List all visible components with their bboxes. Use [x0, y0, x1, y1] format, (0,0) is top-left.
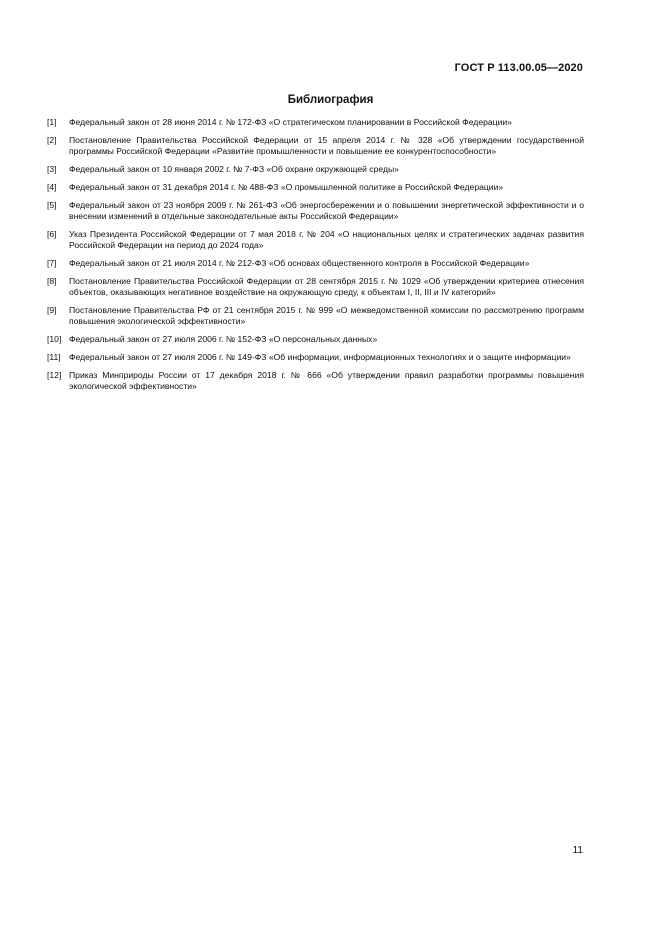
page-title: Библиография [287, 94, 374, 106]
bibliography-entry [47, 276, 584, 298]
page-number: 11 [572, 845, 583, 856]
entry-number: [7] [47, 258, 57, 268]
entry-text: Постановление Правительства Российской Федерации от 28 сентября 2015 г. № 1029 «Об утверждении критериев отнесения объектов, оказывающих негативное воздействие на окружающую среду, к объектам I, II, III и IV категорий» [69, 276, 584, 297]
bibliography-entry [47, 182, 584, 193]
entry-number: [5] [47, 200, 57, 210]
standard-code: ГОСТ Р 113.00.05—2020 [454, 62, 583, 74]
entry-text: Федеральный закон от 27 июля 2006 г. № 149-ФЗ «Об информации, информационных технологиях и о защите информации» [69, 352, 571, 362]
entry-text: Постановление Правительства РФ от 21 сентября 2015 г. № 999 «О межведомственной комиссии по рассмотрению программ повышения экологической эффективности» [69, 305, 584, 326]
bibliography-entry [47, 135, 584, 157]
entry-number: [12] [47, 370, 62, 380]
entry-number: [6] [47, 229, 57, 239]
bibliography-entry [47, 200, 584, 222]
bibliography-entry [47, 334, 584, 345]
bibliography-entry [47, 352, 584, 363]
bibliography-entry [47, 117, 584, 128]
bibliography-entry [47, 229, 584, 251]
entry-text: Федеральный закон от 28 июня 2014 г. № 172-ФЗ «О стратегическом планировании в Российской Федерации» [69, 117, 512, 127]
entry-number: [3] [47, 164, 57, 174]
bibliography-entry [47, 305, 584, 327]
entry-text: Федеральный закон от 23 ноября 2009 г. № 261-ФЗ «Об энергосбережении и о повышении энергетической эффективности и о внесении изменений в отдельные законодательные акты Российской Федерации» [69, 200, 584, 221]
bibliography-entry [47, 164, 584, 175]
entry-number: [8] [47, 276, 57, 286]
entry-text: Федеральный закон от 27 июля 2006 г. № 152-ФЗ «О персональных данных» [69, 334, 378, 344]
entry-number: [4] [47, 182, 57, 192]
entry-text: Приказ Минприроды России от 17 декабря 2018 г. № 666 «Об утверждении правил разработки программы повышения экологической эффективности» [69, 370, 584, 391]
entry-number: [11] [47, 352, 61, 362]
entry-text: Федеральный закон от 10 января 2002 г. № 7-ФЗ «Об охране окружающей среды» [69, 164, 399, 174]
bibliography-entry [47, 258, 584, 269]
entry-text: Федеральный закон от 31 декабря 2014 г. № 488-ФЗ «О промышленной политике в Российской Федерации» [69, 182, 504, 192]
entry-number: [2] [47, 135, 57, 145]
entry-number: [10] [47, 334, 62, 344]
entry-number: [9] [47, 305, 57, 315]
entry-text: Постановление Правительства Российской Федерации от 15 апреля 2014 г. № 328 «Об утверждении государственной программы Российской Федерации «Развитие промышленности и повышение ее конкурентоспособности» [69, 135, 584, 156]
entry-text: Федеральный закон от 21 июля 2014 г. № 212-ФЗ «Об основах общественного контроля в Российской Федерации» [69, 258, 530, 268]
entry-text: Указ Президента Российской Федерации от 7 мая 2018 г. № 204 «О национальных целях и стратегических задачах развития Российской Федерации на период до 2024 года» [69, 229, 584, 250]
bibliography-entry [47, 370, 584, 392]
entry-number: [1] [47, 117, 57, 127]
bibliography-list [47, 117, 584, 399]
